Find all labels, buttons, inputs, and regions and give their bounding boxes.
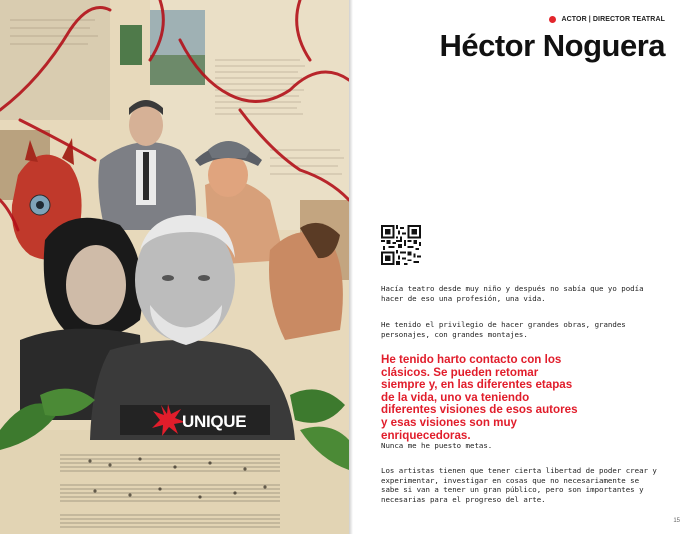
paragraph-intro: Hacía teatro desde muy niño y después no sabía que yo podía hacer de eso una profesión, una vida. [381, 284, 644, 303]
paragraph-goals: Nunca me he puesto metas. [381, 441, 493, 450]
page-title: Héctor Noguera [439, 28, 665, 63]
paragraph-artists: Los artistas tienen que tener cierta libertad de poder crear y experimentar, investigar en cosas que no necesariamente se sabe si van a tener un gran público, pero son importantes y necesarias para el progreso del arte. [381, 466, 657, 504]
unique-badge-label: UNIQUE [182, 412, 247, 431]
role-text: ACTOR | DIRECTOR TEATRAL [561, 16, 665, 23]
pull-quote: He tenido harto contacto con los clásicos. Se pueden retomar siempre y, en las diferentes etapas de la vida, uno va teniendo diferentes visiones de esos autores y esas visiones son muy enriquecedoras. [381, 353, 578, 442]
role-label [549, 16, 665, 23]
qr-code-icon [381, 225, 421, 265]
paragraph-privilege: He tenido el privilegio de hacer grandes obras, grandes personajes, con grandes montajes. [381, 320, 626, 339]
page-number: 15 [673, 518, 680, 524]
red-dot-icon [549, 16, 556, 23]
page-spine [349, 0, 353, 534]
